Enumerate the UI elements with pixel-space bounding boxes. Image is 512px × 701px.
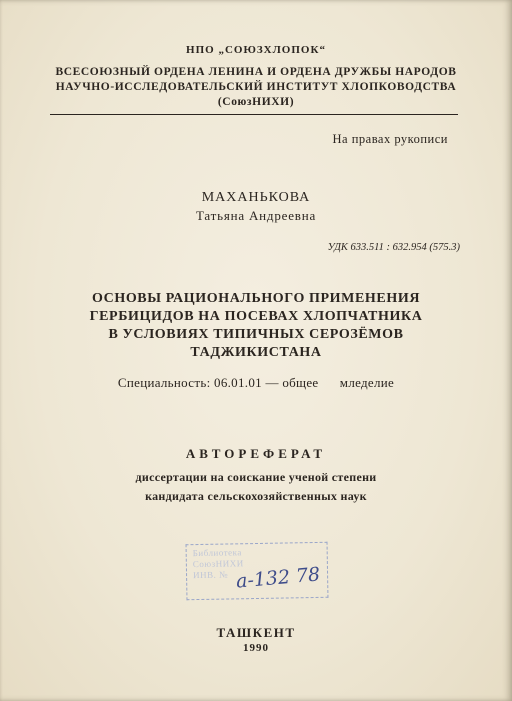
- manuscript-rights-note: На правах рукописи: [332, 132, 448, 146]
- title-line-1: ОСНОВЫ РАЦИОНАЛЬНОГО ПРИМЕНЕНИЯ: [91, 291, 421, 306]
- specialty-line: Специальность: 06.01.01 — общее мледелие: [117, 375, 395, 390]
- udc-code: УДК 633.511 : 632.954 (575.3): [327, 242, 460, 253]
- publication-city: ТАШКЕНТ: [216, 625, 296, 640]
- title-line-3: В УСЛОВИЯХ ТИПИЧНЫХ СЕРОЗЁМОВ: [108, 327, 404, 342]
- dissertation-line-1: диссертации на соискание ученой степени: [135, 470, 377, 484]
- institute-line-2: НАУЧНО-ИССЛЕДОВАТЕЛЬСКИЙ ИНСТИТУТ ХЛОПКОВОДСТВА: [55, 81, 457, 93]
- dissertation-line-2: кандидата сельскохозяйственных наук: [145, 489, 367, 503]
- institute-abbreviation: (СоюзНИХИ): [217, 96, 295, 108]
- organization-name: НПО „СОЮЗХЛОПОК“: [186, 44, 326, 56]
- stamp-line-1: Библиотека: [192, 547, 242, 559]
- header-divider: [50, 114, 458, 115]
- publication-year: 1990: [243, 642, 269, 654]
- institute-line-1: ВСЕСОЮЗНЫЙ ОРДЕНА ЛЕНИНА И ОРДЕНА ДРУЖБЫ НАРОДОВ: [55, 66, 457, 78]
- abstract-heading: АВТОРЕФЕРАТ: [185, 446, 327, 461]
- handwritten-inventory-number: а-132 78: [235, 563, 322, 593]
- title-line-4: ТАДЖИКИСТАНА: [190, 345, 322, 360]
- title-line-2: ГЕРБИЦИДОВ НА ПОСЕВАХ ХЛОПЧАТНИКА: [89, 309, 423, 324]
- author-given-name: Татьяна Андреевна: [195, 208, 317, 223]
- stamp-line-2: СоюзНИХИ: [192, 558, 244, 570]
- author-surname: МАХАНЬКОВА: [201, 190, 311, 205]
- stamp-line-3: ИНВ. №: [192, 569, 229, 581]
